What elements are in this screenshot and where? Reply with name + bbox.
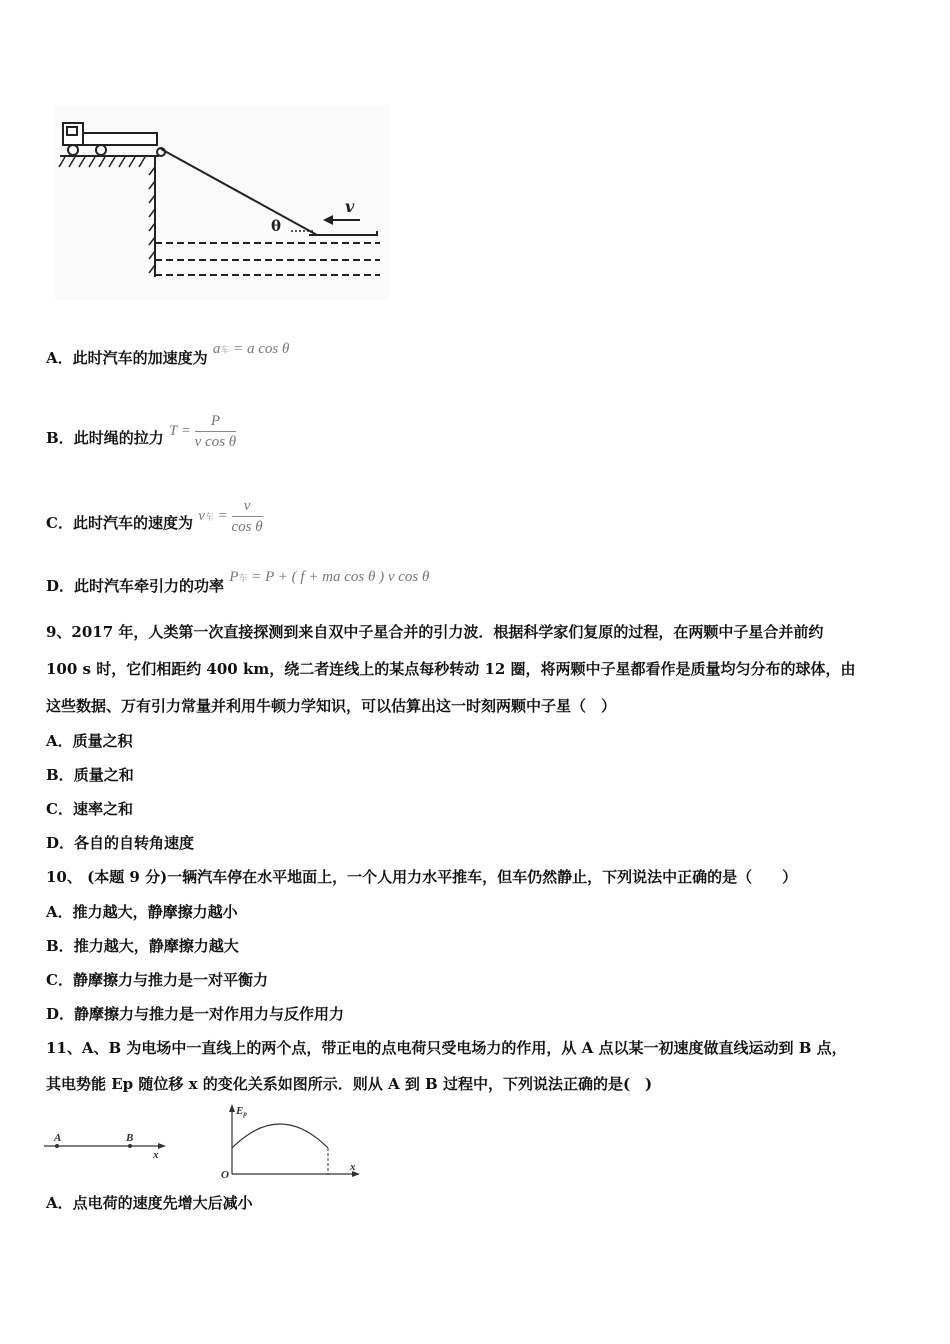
q9-stem-line-3: 这些数据、万有引力常量并利用牛顿力学知识，可以估算出这一时刻两颗中子星（ ） <box>46 697 617 715</box>
option-label: B． <box>46 428 74 447</box>
formula-c: v车 = $\frac{v}{\text{cos θ}}$ <box>198 498 263 535</box>
option-text: 此时汽车的速度为 <box>72 513 193 532</box>
figure-ab-line <box>42 1128 172 1163</box>
x-axis-label: x <box>153 1149 159 1161</box>
option-text: 此时汽车的加速度为 <box>72 349 208 367</box>
point-b-label: B <box>126 1132 134 1144</box>
q10-option-b: B．推力越大，静摩擦力越大 <box>46 937 239 955</box>
q10-option-d: D．静摩擦力与推力是一对作用力与反作用力 <box>46 1005 345 1023</box>
velocity-label: v <box>345 197 355 216</box>
point-a-dot <box>55 1144 59 1148</box>
formula-a: a车 = a cos θ <box>212 341 290 357</box>
option-label: D． <box>46 577 75 595</box>
point-b-dot <box>128 1144 132 1148</box>
ep-curve <box>232 1124 328 1148</box>
q9-stem-line-2: 100 s 时，它们相距约 400 km，绕二者连线上的某点每秒转动 12 圈，将两颗中子星都看作是质量均匀分布的球体，由 <box>46 660 856 678</box>
formula-d: P车 = P + ( f + ma cos θ ) v cos θ <box>229 569 430 585</box>
q9-option-d: D．各自的自转角速度 <box>46 834 195 852</box>
origin-label: O <box>221 1169 229 1180</box>
option-label: A． <box>46 349 73 367</box>
q9-option-a: A．质量之积 <box>46 732 133 750</box>
option-text: 此时绳的拉力 <box>73 428 164 447</box>
q9-option-b: B．质量之和 <box>46 766 134 784</box>
figure-ep-graph <box>218 1102 363 1180</box>
option-label: C． <box>46 513 73 532</box>
q11-stem-line-1: 11、A、B 为电场中一直线上的两个点，带正电的点电荷只受电场力的作用，从 A 点以某一初速度做直线运动到 B 点， <box>46 1039 847 1057</box>
option-text: 此时汽车牵引力的功率 <box>74 577 225 595</box>
q10-option-a: A．推力越大，静摩擦力越小 <box>46 903 238 921</box>
q8-option-d <box>46 569 430 598</box>
q9-stem-line-1: 9、2017 年，人类第一次直接探测到来自双中子星合并的引力波．根据科学家们复原的过程，在两颗中子星合并前约 <box>46 623 824 641</box>
q9-option-c: C．速率之和 <box>46 800 133 818</box>
x-axis-label: x <box>350 1161 356 1173</box>
y-axis-label: Ep <box>236 1105 247 1118</box>
q10-option-c: C．静摩擦力与推力是一对平衡力 <box>46 971 268 989</box>
q8-option-a <box>46 341 290 370</box>
angle-label: θ <box>271 217 282 235</box>
q11-stem-line-2: 其电势能 Ep 随位移 x 的变化关系如图所示．则从 A 到 B 过程中，下列说法正确的是( ) <box>46 1075 653 1093</box>
q8-option-b <box>46 413 237 459</box>
figure-truck-rope-boat <box>55 105 390 300</box>
q10-stem: 10、 (本题 9 分)一辆汽车停在水平地面上，一个人用力水平推车，但车仍然静止，下列说法中正确的是（ ） <box>46 868 798 886</box>
q11-option-a: A．点电荷的速度先增大后减小 <box>46 1194 253 1212</box>
point-a-label: A <box>54 1132 62 1144</box>
formula-b: T = $\frac{P}{\text{v cos θ}}$ <box>168 413 237 450</box>
q8-option-c <box>46 498 263 544</box>
